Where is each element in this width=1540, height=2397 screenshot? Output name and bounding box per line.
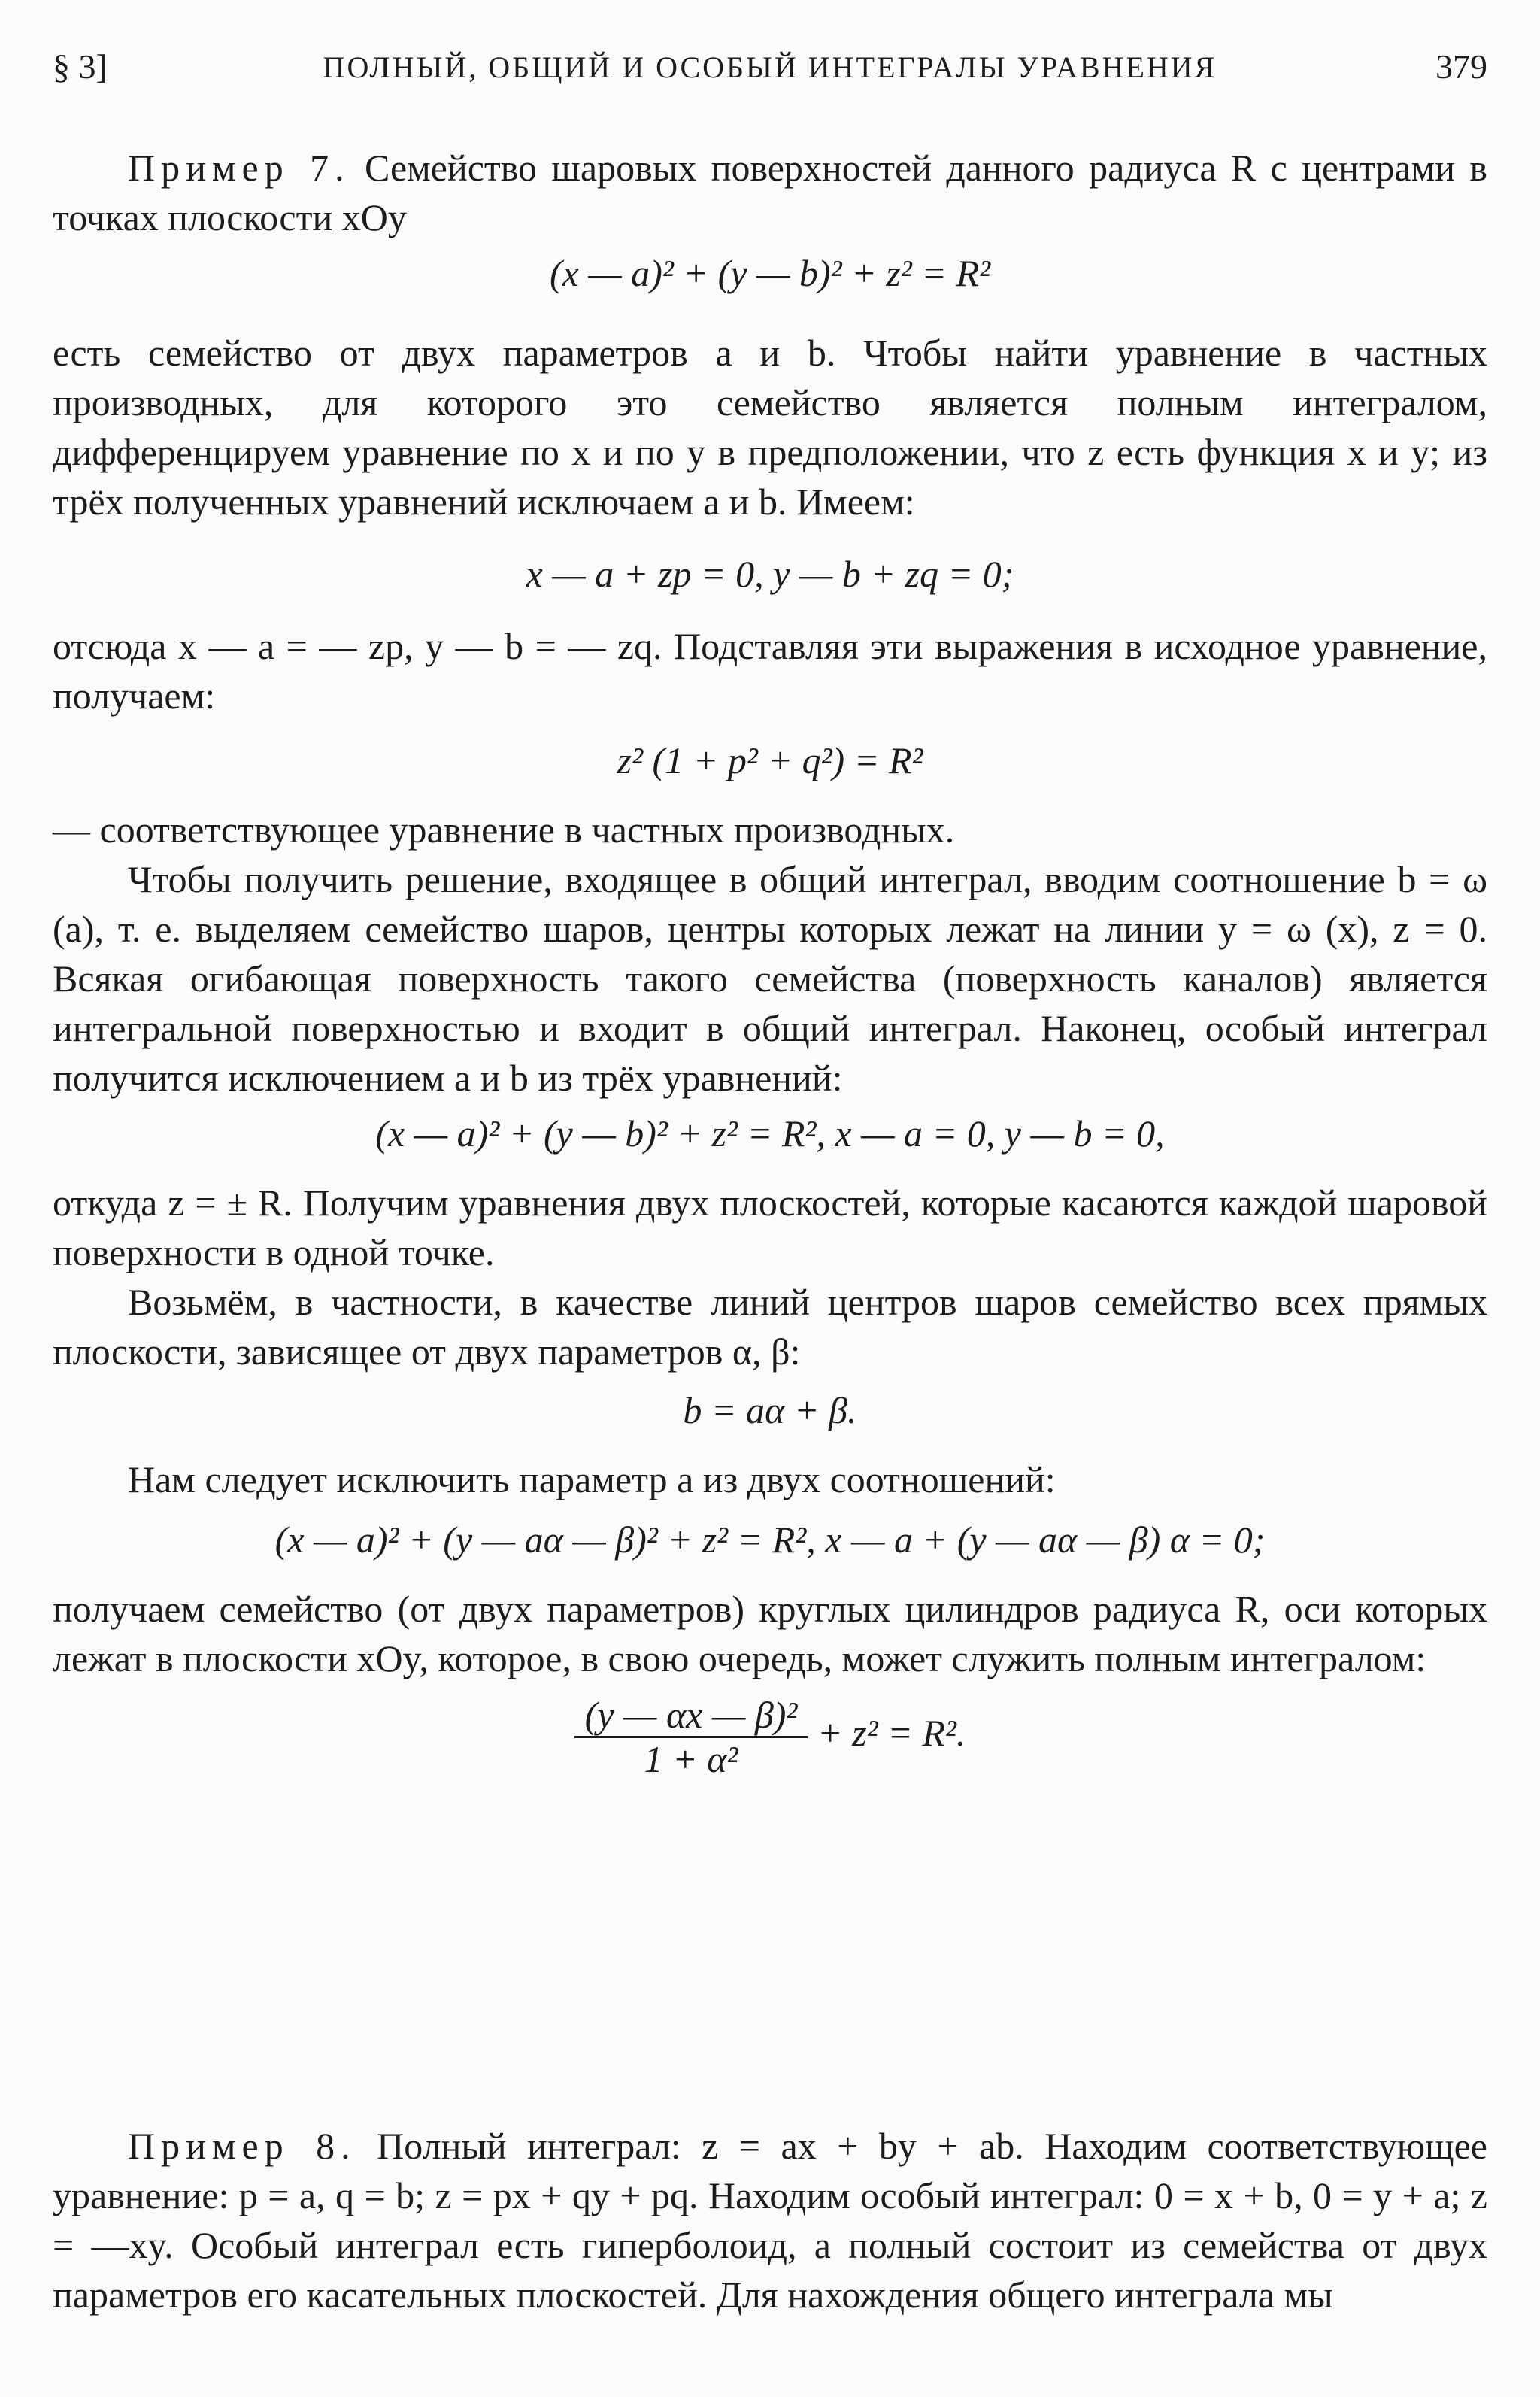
paragraph: отсюда x — a = — zp, y — b = — zq. Подставляя эти выражения в исходное уравнение, получаем: [53, 625, 1487, 717]
example-8-text [53, 2121, 1487, 2320]
equation-rest: + z² = R². [817, 1711, 966, 1754]
equation: (x — a)² + (y — b)² + z² = R², x — a = 0, y — b = 0, [375, 1112, 1165, 1155]
running-header [53, 47, 1487, 99]
example-7 [53, 143, 1487, 1780]
paragraph-text: Полный интеграл: z = ax + by + ab. Находим соответствующее уравнение: p = a, q = b; z = px + qy + pq. Находим особый интеграл: 0 = x + b, 0 = y + a; z = —xy. Особый интеграл есть гиперболоид, а полный состоит из семейства от двух параметров его касательных плоскостей. Для нахождения общего интеграла мы [53, 2125, 1488, 2316]
fraction [574, 1694, 808, 1780]
example-7-intro [53, 143, 1487, 242]
running-title: ПОЛНЫЙ, ОБЩИЙ И ОСОБЫЙ ИНТЕГРАЛЫ УРАВНЕНИЯ [323, 50, 1217, 84]
denominator: 1 + α² [644, 1738, 738, 1780]
paragraph: Чтобы получить решение, входящее в общий интеграл, вводим соотношение b = ω (a), т. е. выделяем семейство шаров, центры которых лежат на линии y = ω (x), z = 0. Всякая огибающая поверхность такого семейства (поверхность каналов) является интегральной поверхностью и входит в общий интеграл. Наконец, особый интеграл получится исключением a и b из трёх уравнений: [53, 858, 1487, 1099]
page-number: 379 [1435, 47, 1487, 86]
example-8 [53, 2121, 1487, 2320]
example-label: Пример 7. [128, 147, 350, 189]
equation: (x — a)² + (y — b)² + z² = R² [549, 252, 991, 294]
numerator: (y — αx — β)² [574, 1694, 808, 1738]
paragraph: Нам следует исключить параметр a из двух соотношений: [128, 1458, 1056, 1500]
paragraph: — соответствующее уравнение в частных производных. [53, 809, 955, 851]
equation: b = aα + β. [683, 1389, 857, 1431]
section-number: § 3] [53, 47, 108, 86]
paragraph: откуда z = ± R. Получим уравнения двух плоскостей, которые касаются каждой шаровой поверхности в одной точке. [53, 1182, 1487, 1273]
paragraph: получаем семейство (от двух параметров) круглых цилиндров радиуса R, оси которых лежат в плоскости xOy, которое, в свою очередь, может служить полным интегралом: [53, 1588, 1487, 1679]
equation: x — a + zp = 0, y — b + zq = 0; [526, 553, 1014, 595]
example-label: Пример 8. [128, 2125, 356, 2167]
paragraph-text: Семейство шаровых поверхностей данного радиуса R с центрами в точках плоскости xOy [53, 147, 1487, 238]
fraction-equation [53, 1694, 1487, 1780]
paragraph: есть семейство от двух параметров a и b. Чтобы найти уравнение в частных производных, для которого это семейство является полным интегралом, дифференцируем уравнение по x и по y в предположении, что z есть функция x и y; из трёх полученных уравнений исключаем a и b. Имеем: [53, 332, 1487, 523]
equation: z² (1 + p² + q²) = R² [617, 739, 923, 781]
paragraph: Возьмём, в частности, в качестве линий центров шаров семейство всех прямых плоскости, зависящее от двух параметров α, β: [53, 1281, 1487, 1373]
equation: (x — a)² + (y — aα — β)² + z² = R², x — a + (y — aα — β) α = 0; [274, 1519, 1266, 1561]
